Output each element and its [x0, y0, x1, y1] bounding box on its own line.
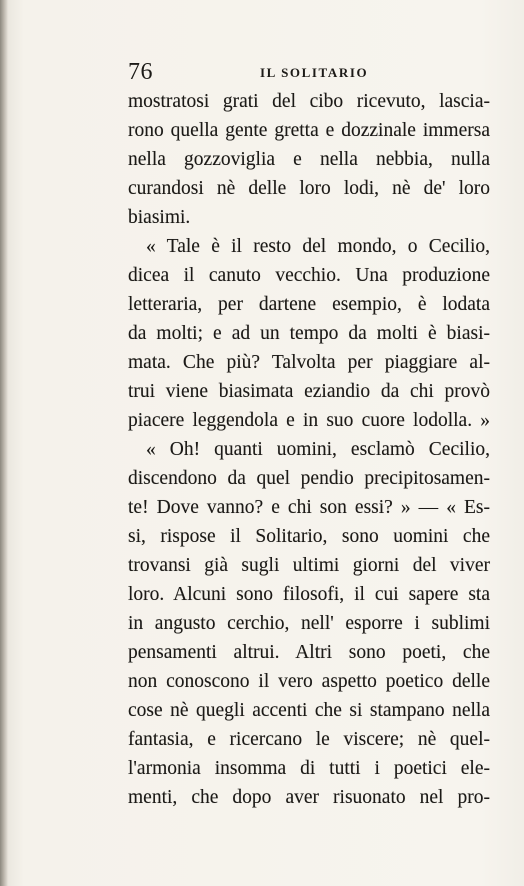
text-line: trovansi già sugli ultimi giorni del viver — [128, 555, 490, 576]
text-line: fantasia, e ricercano le viscere; nè quel- — [128, 729, 490, 750]
text-line: dicea il canuto vecchio. Una produzione — [128, 265, 490, 286]
page-number: 76 — [128, 59, 153, 85]
text-line: in angusto cerchio, nell' esporre i sublimi — [128, 613, 490, 634]
text-line: piacere leggendola e in suo cuore lodolla. » — [128, 410, 490, 431]
text-line: mata. Che più? Talvolta per piaggiare al- — [128, 352, 490, 373]
text-line: si, rispose il Solitario, sono uomini che — [128, 526, 490, 547]
text-line: letteraria, per dartene esempio, è lodata — [128, 294, 490, 315]
text-line: menti, che dopo aver risuonato nel pro- — [128, 787, 490, 808]
text-line: trui viene biasimata eziandio da chi provò — [128, 381, 490, 402]
text-line: rono quella gente gretta e dozzinale immersa — [128, 120, 490, 141]
text-line: da molti; e ad un tempo da molti è biasi- — [128, 323, 490, 344]
running-title: IL SOLITARIO — [260, 65, 369, 80]
text-line: nella gozzoviglia e nella nebbia, nulla — [128, 149, 490, 170]
text-line: cose nè quegli accenti che si stampano nella — [128, 700, 490, 721]
text-line: curandosi nè delle loro lodi, nè de' loro — [128, 178, 490, 199]
body-text — [128, 87, 490, 812]
text-line: l'armonia insomma di tutti i poetici ele- — [128, 758, 490, 779]
text-line: « Oh! quanti uomini, esclamò Cecilio, — [146, 439, 490, 460]
text-line: non conoscono il vero aspetto poetico delle — [128, 671, 490, 692]
book-spine-shadow — [0, 0, 8, 886]
text-line: te! Dove vanno? e chi son essi? » — « Es- — [128, 497, 490, 518]
text-line: mostratosi grati del cibo ricevuto, lascia- — [128, 91, 490, 112]
text-line: biasimi. — [128, 207, 191, 228]
text-line: loro. Alcuni sono filosofi, il cui sapere sta — [128, 584, 490, 605]
text-line: discendono da quel pendio precipitosamen- — [128, 468, 490, 489]
text-line: « Tale è il resto del mondo, o Cecilio, — [146, 236, 490, 257]
text-line: pensamenti altrui. Altri sono poeti, che — [128, 642, 490, 663]
running-head — [128, 57, 488, 87]
